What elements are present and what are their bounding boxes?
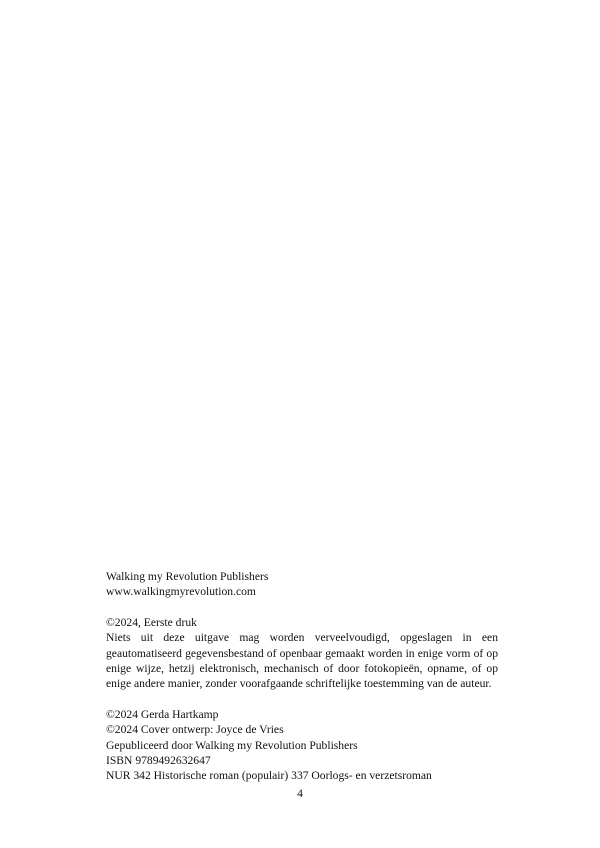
nur-classification: NUR 342 Historische roman (populair) 337 Oorlogs- en verzetsroman	[106, 769, 432, 783]
page-number: 4	[297, 787, 303, 800]
spacer	[106, 600, 498, 615]
edition-line: ©2024, Eerste druk	[106, 615, 197, 629]
published-by: Gepubliceerd door Walking my Revolution Publishers	[106, 738, 358, 752]
cover-copyright: ©2024 Cover ontwerp: Joyce de Vries	[106, 723, 284, 737]
rights-notice: Niets uit deze uitgave mag worden verveelvoudigd, opgeslagen in een geautomatiseerd gegevensbestand of openbaar gemaakt worden in enige vorm of op enige wijze, hetzij elektronisch, mechanisch of door fotokopieën, opname, of op enige andere manier, zonder voorafgaande schriftelijke toestemming van de auteur.	[106, 631, 498, 691]
spacer	[106, 692, 498, 707]
author-copyright: ©2024 Gerda Hartkamp	[106, 707, 219, 721]
credits-block	[106, 707, 498, 784]
publisher-block	[106, 569, 498, 600]
isbn: ISBN 9789492632647	[106, 754, 211, 768]
publisher-website: www.walkingmyrevolution.com	[106, 585, 256, 599]
publisher-name: Walking my Revolution Publishers	[106, 570, 269, 583]
colophon	[106, 569, 498, 784]
edition-block	[106, 615, 498, 692]
